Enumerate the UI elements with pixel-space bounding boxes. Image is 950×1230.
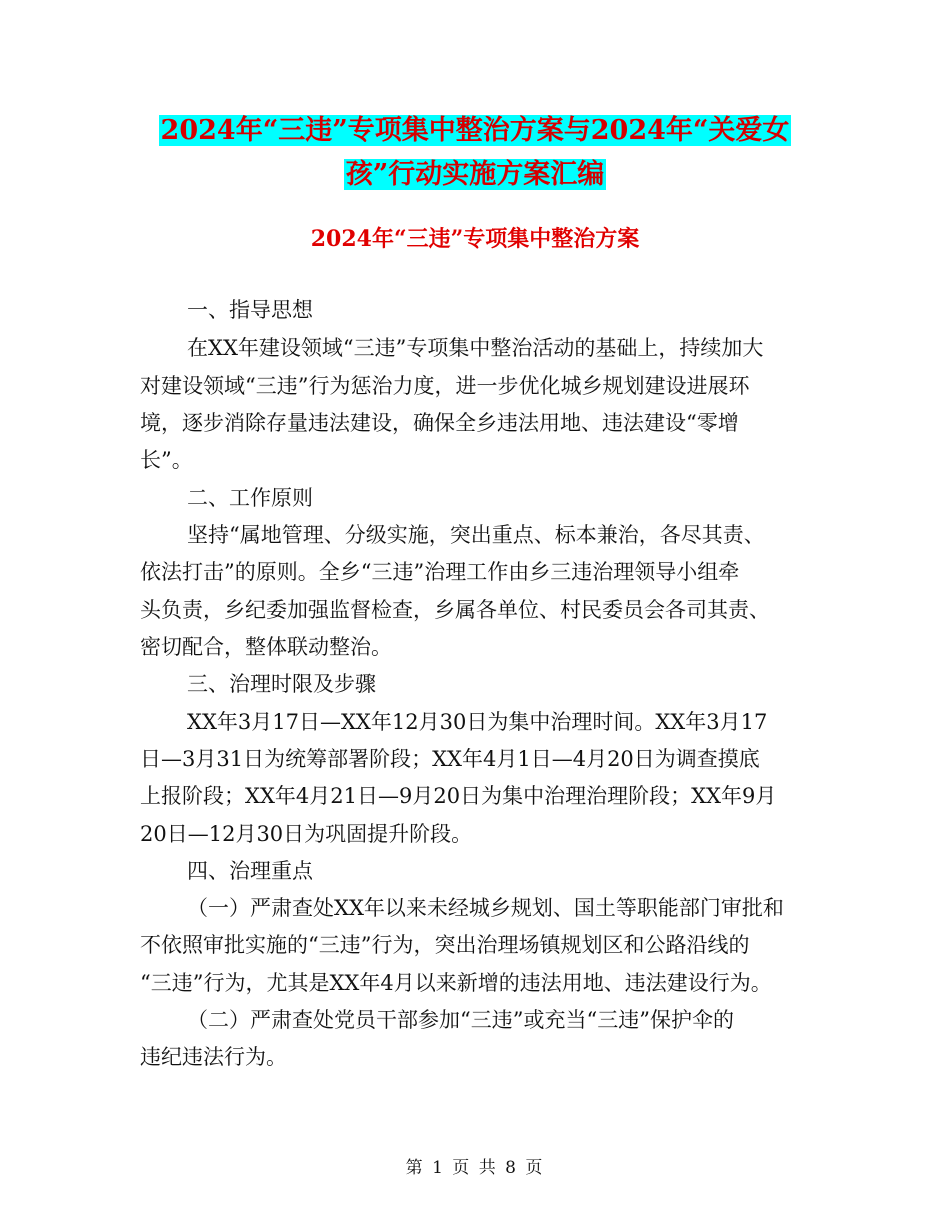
paragraph-line: （二）严肃查处党员干部参加“三违”或充当“三违”保护伞的 bbox=[187, 1008, 734, 1032]
paragraph-line: 头负责，乡纪委加强监督检查，乡属各单位、村民委员会各司其责、 bbox=[140, 598, 770, 622]
title-highlight-1: 2024年“三违”专项集中整治方案与2024年“关爱女 bbox=[160, 115, 790, 146]
heading-time-limits-steps: 三、治理时限及步骤 bbox=[187, 672, 376, 696]
heading-work-principles: 二、工作原则 bbox=[187, 486, 313, 510]
paragraph-line: “三违”行为，尤其是XX年4月以来新增的违法用地、违法建设行为。 bbox=[140, 971, 772, 995]
paragraph-line: 上报阶段；XX年4月21日—9月20日为集中治理治理阶段；XX年9月 bbox=[140, 784, 777, 808]
heading-guiding-thought: 一、指导思想 bbox=[187, 298, 313, 322]
paragraph-line: （一）严肃查处XX年以来未经城乡规划、国土等职能部门审批和 bbox=[187, 896, 784, 920]
paragraph-line: 违纪违法行为。 bbox=[140, 1045, 287, 1069]
paragraph-line: 依法打击”的原则。全乡“三违”治理工作由乡三违治理领导小组牵 bbox=[140, 560, 740, 584]
title-highlight-2: 孩”行动实施方案汇编 bbox=[345, 159, 605, 190]
document-title-line-1 bbox=[0, 108, 950, 153]
paragraph-line: 20日—12月30日为巩固提升阶段。 bbox=[140, 822, 473, 846]
paragraph-line: 密切配合，整体联动整治。 bbox=[140, 635, 392, 659]
paragraph-line: 在XX年建设领域“三违”专项集中整治活动的基础上，持续加大 bbox=[187, 336, 764, 360]
paragraph-line: 境，逐步消除存量违法建设，确保全乡违法用地、违法建设“零增 bbox=[140, 411, 739, 435]
document-title-line-2 bbox=[0, 152, 950, 197]
paragraph-line: 坚持“属地管理、分级实施，突出重点、标本兼治，各尽其责、 bbox=[187, 523, 765, 547]
paragraph-line: XX年3月17日—XX年12月30日为集中治理时间。XX年3月17 bbox=[187, 710, 768, 734]
paragraph-line: 长”。 bbox=[140, 448, 193, 472]
section-title: 2024年“三违”专项集中整治方案 bbox=[310, 226, 640, 252]
paragraph-line: 不依照审批实施的“三违”行为，突出治理场镇规划区和公路沿线的 bbox=[140, 933, 750, 957]
page-number-footer: 第 1 页 共 8 页 bbox=[405, 1158, 545, 1178]
paragraph-line: 对建设领域“三违”行为惩治力度，进一步优化城乡规划建设进展环 bbox=[140, 374, 750, 398]
paragraph-line: 日—3月31日为统筹部署阶段；XX年4月1日—4月20日为调查摸底 bbox=[140, 747, 760, 771]
heading-key-points: 四、治理重点 bbox=[187, 859, 313, 883]
